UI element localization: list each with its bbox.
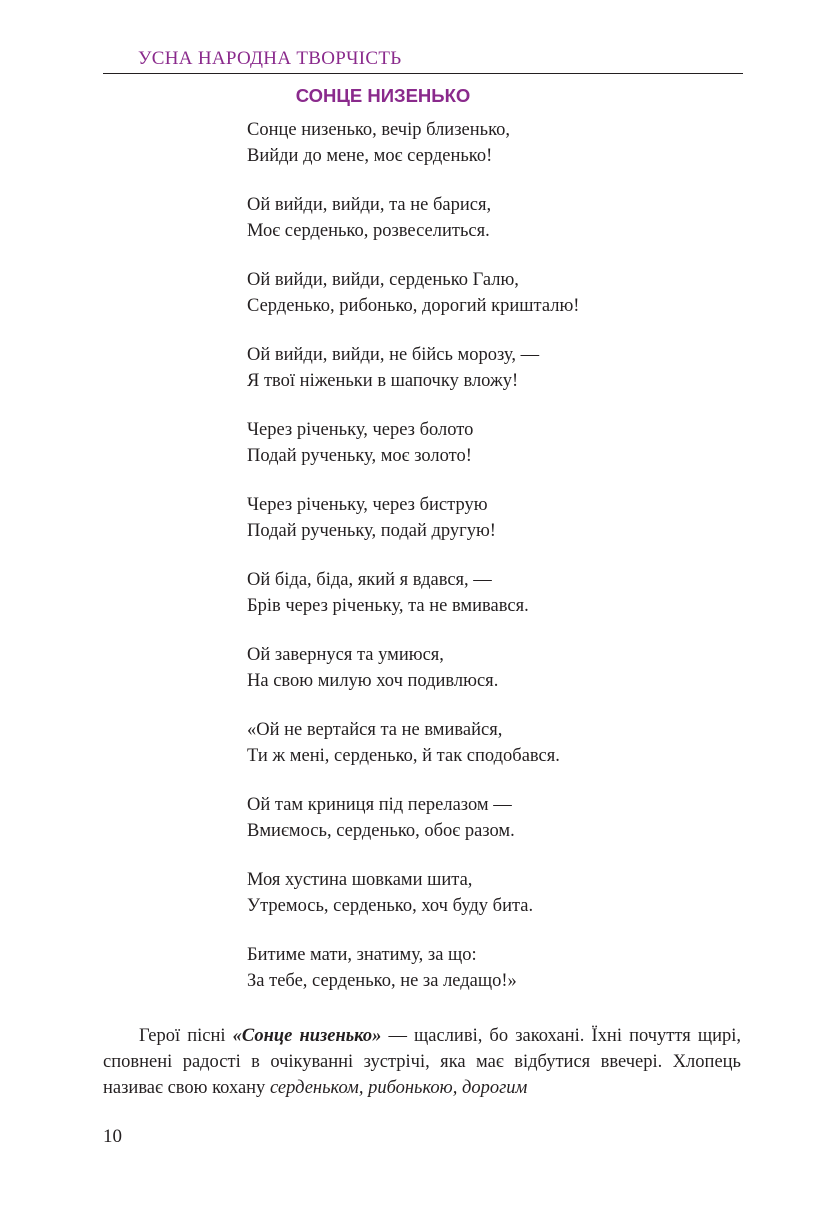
header-divider — [103, 73, 743, 74]
stanza — [247, 793, 767, 844]
stanza — [247, 568, 767, 619]
poem-line: Ой біда, біда, який я вдався, — — [247, 570, 492, 590]
poem-line: Через річеньку, через биструю — [247, 495, 488, 515]
commentary-body: — щасливі, бо закохані. Їхні почуття щирі, сповнені радості в очікуванні зустрічі, яка має відбутися ввечері. Хлопець називає свою кохану — [103, 1026, 741, 1098]
poem-line: Подай рученьку, подай другую! — [247, 520, 496, 541]
endearments-italic: серденьком, рибонькою, дорогим — [269, 1078, 528, 1098]
stanza — [247, 418, 767, 469]
poem-line: Вийди до мене, моє серденько! — [247, 145, 493, 166]
poem-line: Ой завернуся та умиюся, — [247, 645, 444, 665]
stanza — [247, 343, 767, 394]
commentary-paragraph — [103, 1023, 741, 1101]
poem-line: Ой вийди, вийди, та не барися, — [247, 195, 492, 215]
poem-line: Сонце низенько, вечір близенько, — [247, 120, 510, 140]
poem-line: Моя хустина шовками шита, — [247, 870, 473, 890]
commentary-lead: Герої пісні — [139, 1026, 233, 1046]
poem-line: Вмиємось, серденько, обоє разом. — [247, 820, 515, 841]
commentary-text — [103, 1023, 741, 1101]
poem-line: Ой там криниця під перелазом — — [247, 795, 512, 815]
poem-line: Через річеньку, через болото — [247, 420, 474, 440]
stanza — [247, 943, 767, 994]
poem-line: Моє серденько, розвеселиться. — [247, 220, 490, 241]
poem-line: Подай рученьку, моє золото! — [247, 445, 472, 466]
poem-line: На свою милую хоч подивлюся. — [247, 670, 499, 691]
poem-line: «Ой не вертайся та не вмивайся, — [247, 720, 503, 740]
stanza — [247, 193, 767, 244]
poem-title-wrap — [0, 85, 822, 107]
poem-line: Ой вийди, вийди, не бійсь морозу, — — [247, 345, 540, 365]
poem-line: Утремось, серденько, хоч буду бита. — [247, 895, 534, 916]
section-header: УСНА НАРОДНА ТВОРЧІСТЬ — [138, 48, 402, 69]
song-title-reference: «Сонце низенько» — [232, 1026, 382, 1046]
poem-line: Битиме мати, знатиму, за що: — [247, 945, 477, 965]
poem-line: Брів через річеньку, та не вмивався. — [247, 595, 529, 616]
page-number: 10 — [103, 1126, 122, 1147]
stanza — [247, 643, 767, 694]
stanza — [247, 118, 767, 169]
poem-line: За тебе, серденько, не за ледащо!» — [247, 970, 517, 991]
poem-line: Серденько, рибонько, дорогий кришталю! — [247, 295, 580, 316]
poem-body — [247, 118, 767, 1018]
poem-line: Ой вийди, вийди, серденько Галю, — [247, 270, 519, 290]
poem-line: Ти ж мені, серденько, й так сподобався. — [247, 745, 560, 766]
stanza — [247, 268, 767, 319]
stanza — [247, 493, 767, 544]
poem-title: СОНЦЕ НИЗЕНЬКО — [295, 85, 471, 106]
poem-line: Я твої ніженьки в шапочку вложу! — [247, 370, 519, 391]
stanza — [247, 868, 767, 919]
stanza — [247, 718, 767, 769]
